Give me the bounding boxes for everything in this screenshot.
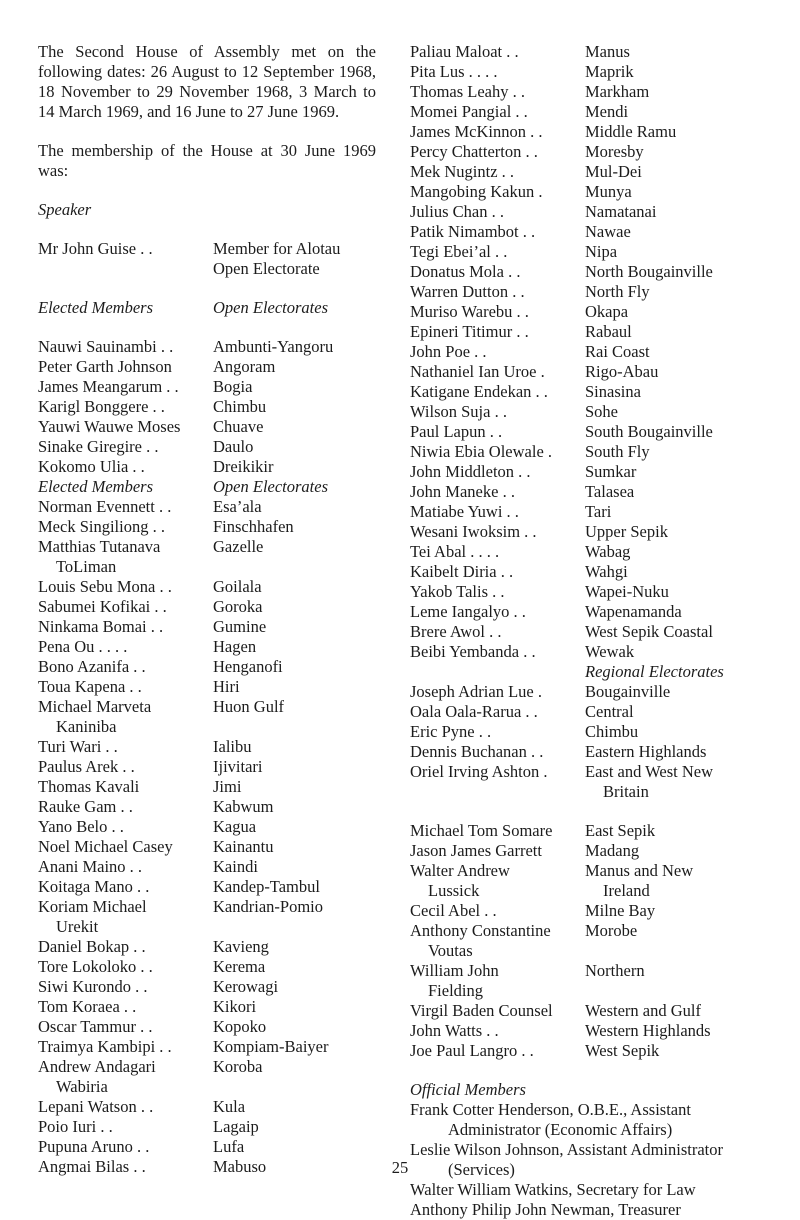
right-column (410, 42, 780, 1220)
member-row (410, 302, 780, 322)
member-row (38, 817, 376, 837)
member-name: Matiabe Yuwi . . (410, 502, 519, 521)
member-name: Jason James Garrett (410, 841, 542, 860)
member-row (38, 1117, 376, 1137)
member-name: Paulus Arek . . (38, 757, 135, 776)
member-row (38, 597, 376, 617)
member-name: Pena Ou . . . . (38, 637, 128, 656)
member-row (38, 337, 376, 357)
member-row (410, 522, 780, 542)
member-electorate: Wahgi (585, 562, 628, 581)
member-electorate: Kandrian-Pomio (213, 897, 323, 916)
member-name: Tore Lokoloko . . (38, 957, 153, 976)
member-row (410, 682, 780, 702)
member-electorate: Northern (585, 961, 645, 980)
member-row (410, 1041, 780, 1061)
member-name: Leme Iangalyo . . (410, 602, 526, 621)
open-electorates-heading-2: Open Electorates (213, 477, 329, 496)
member-electorate: North Fly (585, 282, 650, 301)
member-row (38, 577, 376, 597)
regional-heading-row (410, 662, 780, 682)
member-name: Yauwi Wauwe Moses (38, 417, 181, 436)
member-electorate: Daulo (213, 437, 254, 456)
member-row (410, 562, 780, 582)
member-electorate: Okapa (585, 302, 629, 321)
open-electorates-heading: Open Electorates (213, 298, 329, 317)
regional-electorates-heading: Regional Electorates (585, 662, 724, 681)
member-electorate: Munya (585, 182, 632, 201)
left-column (38, 42, 376, 1177)
member-row (410, 262, 780, 282)
elected-members-heading-2: Elected Members (38, 477, 153, 496)
member-row (410, 42, 780, 62)
member-row (410, 841, 780, 861)
official-member: Walter William Watkins, Secretary for Law (410, 1180, 696, 1199)
member-name: Noel Michael Casey (38, 837, 173, 856)
member-electorate: Nipa (585, 242, 618, 261)
member-name: John Poe . . (410, 342, 487, 361)
intro-paragraph: The Second House of Assembly met on the following dates: 26 August to 12 September 1968, 18 November to 29 November 1968, 3 March to 14 March 1969, and 16 June to 27 June 1969. (38, 42, 376, 121)
member-name: Thomas Leahy . . (410, 82, 526, 101)
member-name: Dennis Buchanan . . (410, 742, 544, 761)
member-name: Nathaniel Ian Uroe . (410, 362, 545, 381)
member-electorate: Finschhafen (213, 517, 294, 536)
member-electorate: Kompiam-Baiyer (213, 1037, 329, 1056)
member-name: Pupuna Aruno . . (38, 1137, 150, 1156)
member-name: Tei Abal . . . . (410, 542, 500, 561)
member-name: Mek Nugintz . . (410, 162, 515, 181)
member-electorate: Kandep-Tambul (213, 877, 320, 896)
member-row (38, 417, 376, 437)
member-electorate: East Sepik (585, 821, 656, 840)
member-electorate: Mabuso (213, 1157, 267, 1176)
member-name: Julius Chan . . (410, 202, 504, 221)
member-row (38, 1017, 376, 1037)
member-electorate: Kikori (213, 997, 257, 1016)
member-electorate: Hagen (213, 637, 257, 656)
member-row (410, 702, 780, 722)
member-list-4 (410, 682, 780, 1061)
member-electorate: Kopoko (213, 1017, 267, 1036)
member-row (38, 537, 376, 577)
member-row (410, 282, 780, 302)
member-electorate: Rabaul (585, 322, 632, 341)
member-row (38, 777, 376, 797)
member-name: Toua Kapena . . (38, 677, 142, 696)
member-electorate: Wapei-Nuku (585, 582, 669, 601)
membership-paragraph: The membership of the House at 30 June 1969 was: (38, 141, 376, 180)
member-row (38, 977, 376, 997)
member-electorate: Huon Gulf (213, 697, 285, 716)
member-electorate: Gumine (213, 617, 267, 636)
member-row (410, 1021, 780, 1041)
member-electorate: Ijivitari (213, 757, 263, 776)
member-row (410, 582, 780, 602)
member-electorate: West Sepik (585, 1041, 660, 1060)
member-electorate: Talasea (585, 482, 635, 501)
member-electorate: Bougainville (585, 682, 671, 701)
member-electorate: Kavieng (213, 937, 269, 956)
member-row (38, 757, 376, 777)
member-electorate: Jimi (213, 777, 242, 796)
member-row (410, 742, 780, 762)
member-list-2 (38, 497, 376, 1177)
member-row (410, 762, 780, 802)
member-electorate: Wewak (585, 642, 635, 661)
member-row (410, 322, 780, 342)
official-members-heading: Official Members (410, 1080, 526, 1099)
member-row (410, 62, 780, 82)
member-electorate: Kula (213, 1097, 246, 1116)
member-name: Kokomo Ulia . . (38, 457, 145, 476)
member-row (410, 642, 780, 662)
member-list-3 (410, 42, 780, 662)
member-row (38, 897, 376, 937)
member-electorate: Madang (585, 841, 640, 860)
member-electorate: Koroba (213, 1057, 263, 1076)
member-electorate: Middle Ramu (585, 122, 677, 141)
member-electorate: Moresby (585, 142, 644, 161)
member-row (38, 357, 376, 377)
member-name: Warren Dutton . . (410, 282, 525, 301)
member-electorate: Upper Sepik (585, 522, 668, 541)
member-name: John Middleton . . (410, 462, 531, 481)
member-electorate: Esa’ala (213, 497, 262, 516)
official-member: Leslie Wilson Johnson, Assistant Administrator (Services) (410, 1140, 723, 1179)
member-electorate: Tari (585, 502, 612, 521)
member-name: Tom Koraea . . (38, 997, 137, 1016)
member-name: Daniel Bokap . . (38, 937, 146, 956)
member-list-1 (38, 337, 376, 477)
member-electorate: Wapenamanda (585, 602, 682, 621)
member-electorate: South Fly (585, 442, 650, 461)
member-name: Niwia Ebia Olewale . (410, 442, 553, 461)
member-row (410, 622, 780, 642)
member-row (38, 1137, 376, 1157)
member-row (38, 937, 376, 957)
member-name: Brere Awol . . (410, 622, 502, 641)
member-row (38, 857, 376, 877)
member-row (410, 202, 780, 222)
member-name: Paliau Maloat . . (410, 42, 519, 61)
member-name: Beibi Yembanda . . (410, 642, 536, 661)
member-electorate: Mul-Dei (585, 162, 642, 181)
member-row (410, 182, 780, 202)
member-row (38, 377, 376, 397)
member-electorate: Goroka (213, 597, 263, 616)
member-electorate: Nawae (585, 222, 631, 241)
member-electorate: Goilala (213, 577, 262, 596)
member-name: Oriel Irving Ashton . (410, 762, 548, 781)
member-electorate: Kerema (213, 957, 266, 976)
member-electorate: Chimbu (585, 722, 639, 741)
member-row (410, 382, 780, 402)
member-row (410, 462, 780, 482)
member-name: Meck Singiliong . . (38, 517, 165, 536)
member-name: Yakob Talis . . (410, 582, 505, 601)
member-row (38, 737, 376, 757)
member-name: Koriam Michael Urekit (38, 897, 147, 936)
member-row (38, 397, 376, 417)
member-row (38, 1037, 376, 1057)
member-name: Walter Andrew Lussick (410, 861, 510, 900)
member-electorate: Sohe (585, 402, 618, 421)
member-electorate: Namatanai (585, 202, 657, 221)
member-row (38, 657, 376, 677)
member-electorate: Chimbu (213, 397, 267, 416)
member-name: Momei Pangial . . (410, 102, 528, 121)
member-row (410, 222, 780, 242)
member-name: Wesani Iwoksim . . (410, 522, 537, 541)
member-row (38, 697, 376, 737)
member-electorate: Manus (585, 42, 630, 61)
member-name: Wilson Suja . . (410, 402, 507, 421)
member-name: Siwi Kurondo . . (38, 977, 148, 996)
member-name: Paul Lapun . . (410, 422, 503, 441)
member-row (38, 617, 376, 637)
member-name: Donatus Mola . . (410, 262, 521, 281)
member-row (410, 102, 780, 122)
member-name: Turi Wari . . (38, 737, 118, 756)
member-row (38, 877, 376, 897)
member-name: Muriso Warebu . . (410, 302, 529, 321)
official-member: Anthony Philip John Newman, Treasurer (410, 1200, 681, 1219)
member-name: Anthony Constantine Voutas (410, 921, 551, 960)
member-name: Epineri Titimur . . (410, 322, 529, 341)
member-name: Traimya Kambipi . . (38, 1037, 172, 1056)
member-name: James McKinnon . . (410, 122, 543, 141)
member-row (410, 901, 780, 921)
member-row (38, 517, 376, 537)
elected-heading-row-2 (38, 477, 376, 497)
member-electorate: Gazelle (213, 537, 264, 556)
member-electorate: Bogia (213, 377, 253, 396)
member-row (410, 602, 780, 622)
member-electorate: Sinasina (585, 382, 641, 401)
member-electorate: East and West New Britain (585, 762, 714, 801)
member-electorate: Kerowagi (213, 977, 279, 996)
member-electorate: Kabwum (213, 797, 274, 816)
member-name: Bono Azanifa . . (38, 657, 146, 676)
member-row (410, 921, 780, 961)
member-electorate: Henganofi (213, 657, 283, 676)
speaker-row (38, 239, 376, 279)
member-electorate: Rai Coast (585, 342, 650, 361)
member-electorate: Western Highlands (585, 1021, 711, 1040)
member-name: Rauke Gam . . (38, 797, 133, 816)
member-name: James Meangarum . . (38, 377, 179, 396)
member-name: Norman Evennett . . (38, 497, 172, 516)
member-name: Matthias Tutanava ToLiman (38, 537, 161, 576)
member-name: Thomas Kavali (38, 777, 140, 796)
member-row (410, 861, 780, 901)
member-name: Andrew Andagari Wabiria (38, 1057, 156, 1096)
speaker-heading: Speaker (38, 200, 92, 219)
member-name: Eric Pyne . . (410, 722, 492, 741)
member-electorate: Kaindi (213, 857, 258, 876)
member-row (410, 82, 780, 102)
member-electorate: Ialibu (213, 737, 252, 756)
member-name: Lepani Watson . . (38, 1097, 154, 1116)
member-name: Patik Nimambot . . (410, 222, 536, 241)
member-row (38, 637, 376, 657)
member-name: Michael Tom Somare (410, 821, 553, 840)
member-electorate: Maprik (585, 62, 634, 81)
member-name: Karigl Bonggere . . (38, 397, 165, 416)
member-name: Kaibelt Diria . . (410, 562, 514, 581)
member-name: Oscar Tammur . . (38, 1017, 153, 1036)
member-row (410, 242, 780, 262)
member-name: Sabumei Kofikai . . (38, 597, 167, 616)
member-electorate: Rigo-Abau (585, 362, 659, 381)
member-name: Poio Iuri . . (38, 1117, 113, 1136)
member-row (38, 497, 376, 517)
member-electorate: Angoram (213, 357, 276, 376)
member-row (410, 722, 780, 742)
member-name: Nauwi Sauinambi . . (38, 337, 174, 356)
member-electorate: Ambunti-Yangoru (213, 337, 334, 356)
member-electorate: Sumkar (585, 462, 637, 481)
member-electorate: Markham (585, 82, 650, 101)
member-row (38, 997, 376, 1017)
member-name: Louis Sebu Mona . . (38, 577, 172, 596)
member-row (410, 122, 780, 142)
member-name: Ninkama Bomai . . (38, 617, 164, 636)
member-name: Sinake Giregire . . (38, 437, 159, 456)
member-row (410, 502, 780, 522)
member-electorate: Dreikikir (213, 457, 274, 476)
member-row (38, 797, 376, 817)
member-name: Cecil Abel . . (410, 901, 497, 920)
member-electorate: Eastern Highlands (585, 742, 707, 761)
member-name: Michael Marveta Kaniniba (38, 697, 152, 736)
member-name: Pita Lus . . . . (410, 62, 498, 81)
member-row (410, 1001, 780, 1021)
member-name: Tegi Ebei’al . . (410, 242, 508, 261)
member-name: Koitaga Mano . . (38, 877, 150, 896)
official-member: Frank Cotter Henderson, O.B.E., Assistant Administrator (Economic Affairs) (410, 1100, 691, 1139)
member-row (38, 957, 376, 977)
member-electorate: South Bougainville (585, 422, 713, 441)
member-row (410, 961, 780, 1001)
member-row (38, 457, 376, 477)
speaker-name: Mr John Guise . . (38, 239, 153, 258)
member-electorate: Kainantu (213, 837, 274, 856)
member-row (38, 677, 376, 697)
member-row (410, 162, 780, 182)
member-electorate: Hiri (213, 677, 240, 696)
member-electorate: North Bougainville (585, 262, 713, 281)
member-electorate: Lagaip (213, 1117, 259, 1136)
page-number: 25 (391, 1158, 409, 1177)
elected-members-heading: Elected Members (38, 298, 153, 317)
member-name: Yano Belo . . (38, 817, 124, 836)
member-row (410, 402, 780, 422)
member-name: Katigane Endekan . . (410, 382, 548, 401)
member-electorate: Central (585, 702, 634, 721)
member-row (38, 1057, 376, 1097)
member-row (410, 442, 780, 462)
speaker-role: Member for Alotau Open Electorate (213, 239, 341, 278)
member-name: Percy Chatterton . . (410, 142, 538, 161)
member-row (410, 542, 780, 562)
member-row (410, 342, 780, 362)
member-row (410, 142, 780, 162)
member-name: Oala Oala-Rarua . . (410, 702, 538, 721)
member-electorate: Morobe (585, 921, 638, 940)
elected-heading-row (38, 298, 376, 318)
member-electorate: Kagua (213, 817, 257, 836)
member-name: Mangobing Kakun . (410, 182, 543, 201)
member-name: Anani Maino . . (38, 857, 143, 876)
member-name: Virgil Baden Counsel (410, 1001, 553, 1020)
member-electorate: Chuave (213, 417, 264, 436)
member-electorate: Lufa (213, 1137, 245, 1156)
member-name: William John Fielding (410, 961, 499, 1000)
member-electorate: Manus and New Ireland (585, 861, 694, 900)
member-row (38, 1097, 376, 1117)
member-name: Angmai Bilas . . (38, 1157, 146, 1176)
member-row (38, 837, 376, 857)
member-name: Peter Garth Johnson (38, 357, 172, 376)
member-electorate: West Sepik Coastal (585, 622, 713, 641)
member-electorate: Western and Gulf (585, 1001, 701, 1020)
member-electorate: Wabag (585, 542, 631, 561)
member-name: Joseph Adrian Lue . (410, 682, 542, 701)
member-electorate: Milne Bay (585, 901, 656, 920)
member-row (410, 362, 780, 382)
member-row (38, 437, 376, 457)
member-name: Joe Paul Langro . . (410, 1041, 534, 1060)
member-name: John Maneke . . (410, 482, 515, 501)
member-row (410, 422, 780, 442)
member-row (410, 482, 780, 502)
member-electorate: Mendi (585, 102, 629, 121)
member-name: John Watts . . (410, 1021, 499, 1040)
member-row (410, 821, 780, 841)
